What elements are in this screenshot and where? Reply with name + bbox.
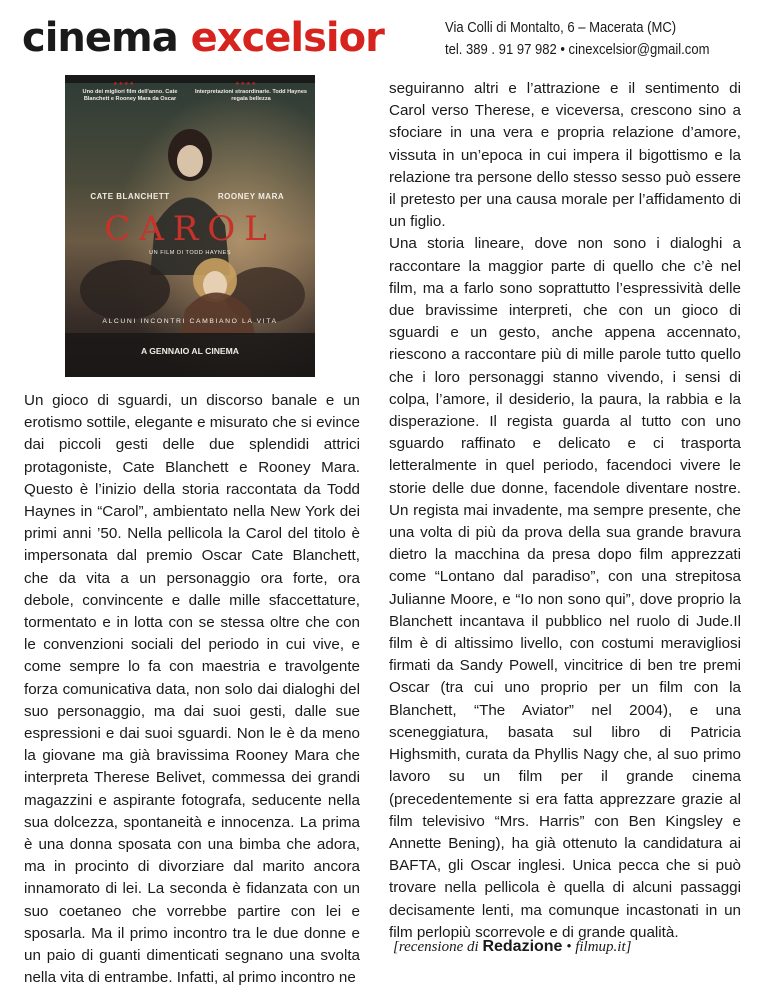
article-paragraph: Una storia lineare, dove non sono i dialoghi a raccontare la maggior parte di quello che c’è nel film, ma a farlo sono soprattutto l’espressività delle due bravissime interpreti, che con un gioco di sguardi e un gesto, anche appena accennato, riescono a raccontare più di mille parole tutto quello che i loro personaggi stanno vivendo, i sensi di colpa, l’amore, il desiderio, la paura, la rabbia e la disperazione. Il regista guarda al tutto con uno sguardo raffinato e delicato e ci trasporta letteralmente in quel periodo, facendoci vivere le storie delle due donne, facendole diventare nostre. Un regista mai invadente, ma sempre presente, che una volta di più da prova della sua grande bravura dietro la macchina da presa dopo film apprezzati come “Lontano dal paradiso”, con una strepitosa Julianne Moore, e “Io non sono qui”, dove proprio la Blanchett incantava il pubblico nel ruolo di Jude.Il film è di altissimo livello, con costumi meravigliosi firmati da Sandy Powell, vincitrice di ben tre premi Oscar (tra cui uno proprio per un film con la Blanchett, “The Aviator” nel 2004), e una sceneggiatura, basata sul libro di Patricia Highsmith, curata da Phyllis Nagy che, al suo primo lavoro su un film per il grande cinema (precedentemente si era fatta apprezzare grazie al film televisivo “Mrs. Harris” con Ben Kingsley e Annette Bening), ha già ottenuto la candidatura ai BAFTA, gli Oscar inglesi. Unica pecca che si può trovare nella pellicola è quella di alcuni passaggi decisamente lenti, ma comunque incastonati in un film perlopiù scorrevole e di grande qualità. [389, 235, 741, 941]
credit-close-bracket: ] [625, 939, 632, 955]
cinema-logo [22, 14, 384, 62]
review-credit [393, 936, 631, 958]
poster-actor-right: ROONEY MARA [217, 192, 285, 201]
poster-actor-left: CATE BLANCHETT [90, 192, 170, 201]
poster-stars-right: ★★★★ [235, 81, 257, 87]
logo-word-excelsior: excelsior [190, 15, 384, 61]
logo-word-cinema: cinema [22, 15, 178, 61]
poster-release: A GENNAIO AL CINEMA [140, 346, 240, 356]
credit-prefix: recensione di [398, 939, 483, 955]
credit-open-bracket: [ [393, 939, 399, 955]
address-line: Via Colli di Montalto, 6 – Macerata (MC) [445, 20, 677, 36]
contact-info [445, 17, 709, 61]
poster-quote-left: Uno dei migliori film dell'anno. Cate Blanchett e Rooney Mara da Oscar [82, 89, 178, 102]
movie-poster [65, 75, 315, 377]
credit-source: filmup.it [575, 939, 626, 955]
phone-email-line: tel. 389 . 91 97 982 • cinexcelsior@gmail.com [445, 42, 710, 58]
poster-title: CAROL [104, 209, 276, 249]
credit-author: Redazione [482, 938, 563, 955]
article-paragraph: Un gioco di sguardi, un discorso banale e un erotismo sottile, elegante e misurato che si evince dai piccoli gesti delle due splendidi attrici protagoniste, Cate Blanchett e Rooney Mara. Questo è l’inizio della storia raccontata da Todd Haynes in “Carol”, ambientato nella New York dei primi anni ’50. Nella pellicola la Carol del titolo è impersonata dal premio Oscar Cate Blanchett, che da vita a un personaggio ora forte, ora debole, convincente e dalle mille sfaccettature, tormentato e in lotta con se stessa oltre che con le convenzioni sociali del periodo in cui vive, e come sempre lo fa con maestria e travolgente forza comunicativa data, non solo dai dialoghi del suo personaggio, ma dai suoi gesti, dalle sue espressioni e dai suoi sguardi. Non le è da meno la giovane ma già bravissima Rooney Mara che interpreta Therese Belivet, commessa dei grandi magazzini e aspirante fotografa, seducente nella sua dolcezza, spontaneità e innocenza. La prima è una donna sposata con una bimba che adora, ma in procinto di divorziare dal marito ancora innamorato di lei. La seconda è fidanzata con un suo coetaneo che vorrebbe partire con lei e sposarla. Ma il primo incontro tra le due donne e un paio di guanti dimenticati segnano una svolta nella vita di entrambe. Infatti, al primo incontro ne [24, 392, 360, 987]
poster-director: UN FILM DI TODD HAYNES [149, 250, 231, 256]
article-paragraph: seguiranno altri e l’attrazione e il sentimento di Carol verso Therese, e viceversa, crescono sino a sfociare in una vera e propria relazione d’amore, vissuta in un’epoca in cui impera il bigottismo e la relazione tra persone dello stesso sesso può essere il pretesto per una causa morale per l’affidamento di un figlio. [389, 80, 741, 231]
poster-quote-right: Interpretazioni straordinarie. Todd Haynes regala bellezza [194, 89, 308, 102]
page-header [0, 0, 768, 70]
poster-stars-left: ★★★★ [113, 81, 135, 87]
article-column-right [389, 78, 741, 944]
article-column-left [24, 390, 360, 989]
poster-tagline: ALCUNI INCONTRI CAMBIANO LA VITA [102, 318, 278, 325]
credit-separator: • [562, 939, 576, 955]
